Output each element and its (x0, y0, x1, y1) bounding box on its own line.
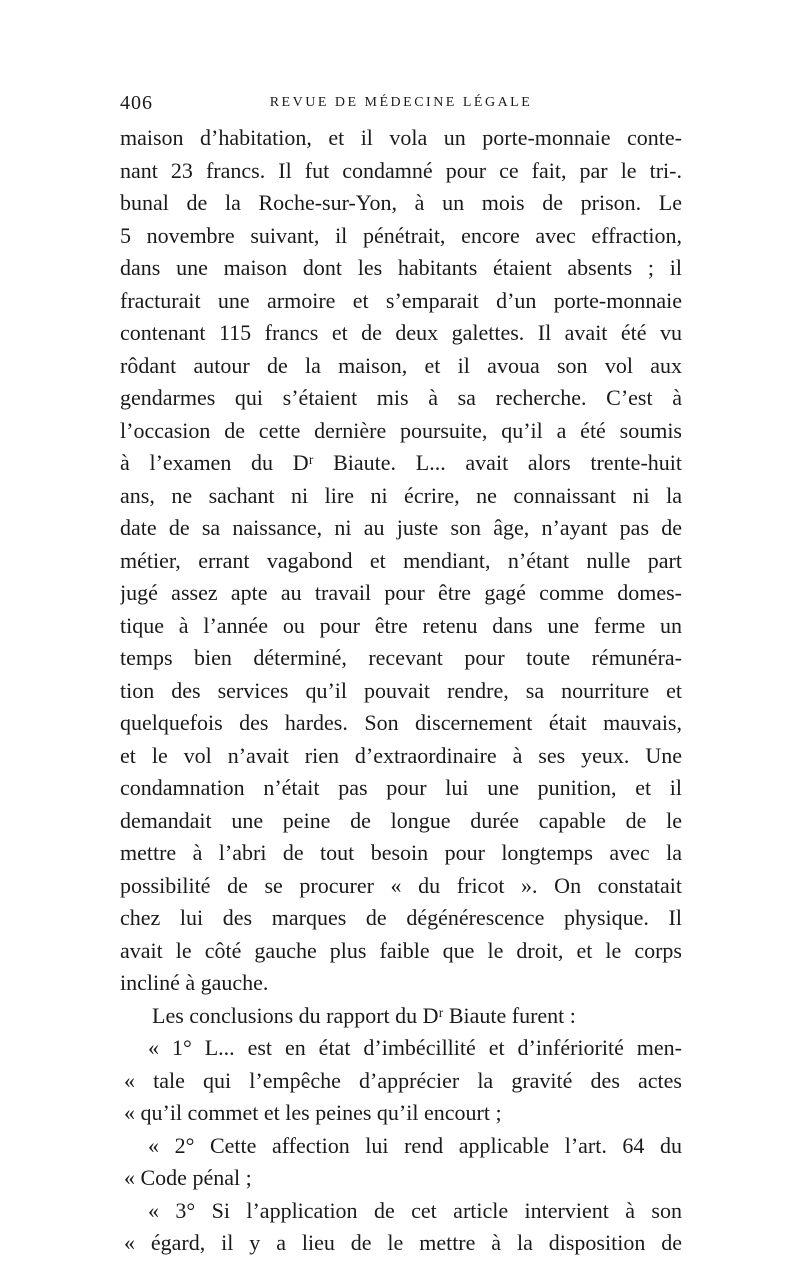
text-line: « 1° L... est en état d’imbécillité et d’infériorité men- (148, 1035, 682, 1060)
text-line: incliné à gauche. (120, 970, 269, 995)
running-title: REVUE DE MÉDECINE LÉGALE (269, 95, 533, 110)
text-line: « Code pénal ; (124, 1165, 252, 1190)
text-line: tion des services qu’il pouvait rendre, sa nourriture et (120, 677, 682, 703)
page-number: 406 (120, 92, 153, 114)
body-text (120, 122, 682, 1260)
text-line: fracturait une armoire et s’emparait d’un porte-monnaie (120, 287, 682, 313)
text-line: rôdant autour de la maison, et il avoua son vol aux (120, 352, 682, 378)
text-line: possibilité de se procurer « du fricot ». On constatait (120, 872, 682, 898)
running-header (120, 92, 682, 116)
text-line: « tale qui l’empêche d’apprécier la gravité des actes (124, 1067, 682, 1093)
text-line: condamnation n’était pas pour lui une punition, et il (120, 775, 682, 800)
text-line: contenant 115 francs et de deux galettes. Il avait été vu (120, 320, 682, 345)
text-line: avait le côté gauche plus faible que le droit, et le corps (120, 937, 682, 963)
text-line: l’occasion de cette dernière poursuite, qu’il a été soumis (120, 417, 682, 443)
text-line: quelquefois des hardes. Son discernement était mauvais, (120, 710, 682, 735)
text-line: nant 23 francs. Il fut condamné pour ce fait, par le tri-. (120, 157, 682, 183)
text-line: bunal de la Roche-sur-Yon, à un mois de prison. Le (120, 190, 682, 215)
text-line: « 3° Si l’application de cet article intervient à son (148, 1197, 682, 1223)
text-line: temps bien déterminé, recevant pour toute rémunéra- (120, 645, 682, 670)
text-line: Les conclusions du rapport du Dʳ Biaute furent : (152, 1002, 576, 1028)
text-line: demandait une peine de longue durée capable de le (120, 807, 682, 833)
text-line: ans, ne sachant ni lire ni écrire, ne connaissant ni la (120, 482, 682, 508)
text-line: maison d’habitation, et il vola un porte-monnaie conte- (120, 125, 682, 150)
text-line: mettre à l’abri de tout besoin pour longtemps avec la (120, 840, 682, 865)
text-line: dans une maison dont les habitants étaient absents ; il (120, 255, 682, 280)
text-line: « 2° Cette affection lui rend applicable l’art. 64 du (148, 1132, 682, 1158)
text-line: tique à l’année ou pour être retenu dans une ferme un (120, 612, 682, 638)
text-line: « qu’il commet et les peines qu’il encourt ; (124, 1100, 502, 1125)
text-line: « égard, il y a lieu de le mettre à la disposition de (124, 1230, 682, 1255)
text-line: métier, errant vagabond et mendiant, n’étant nulle part (120, 547, 682, 573)
text-line: et le vol n’avait rien d’extraordinaire à ses yeux. Une (120, 742, 682, 768)
text-line: date de sa naissance, ni au juste son âge, n’ayant pas de (120, 515, 682, 540)
text-line: 5 novembre suivant, il pénétrait, encore avec effraction, (120, 222, 682, 248)
text-line: gendarmes qui s’étaient mis à sa recherche. C’est à (120, 385, 682, 410)
text-line: chez lui des marques de dégénérescence physique. Il (120, 905, 682, 930)
text-line: à l’examen du Dʳ Biaute. L... avait alors trente-huit (120, 450, 682, 475)
text-line: jugé assez apte au travail pour être gagé comme domes- (120, 580, 682, 605)
